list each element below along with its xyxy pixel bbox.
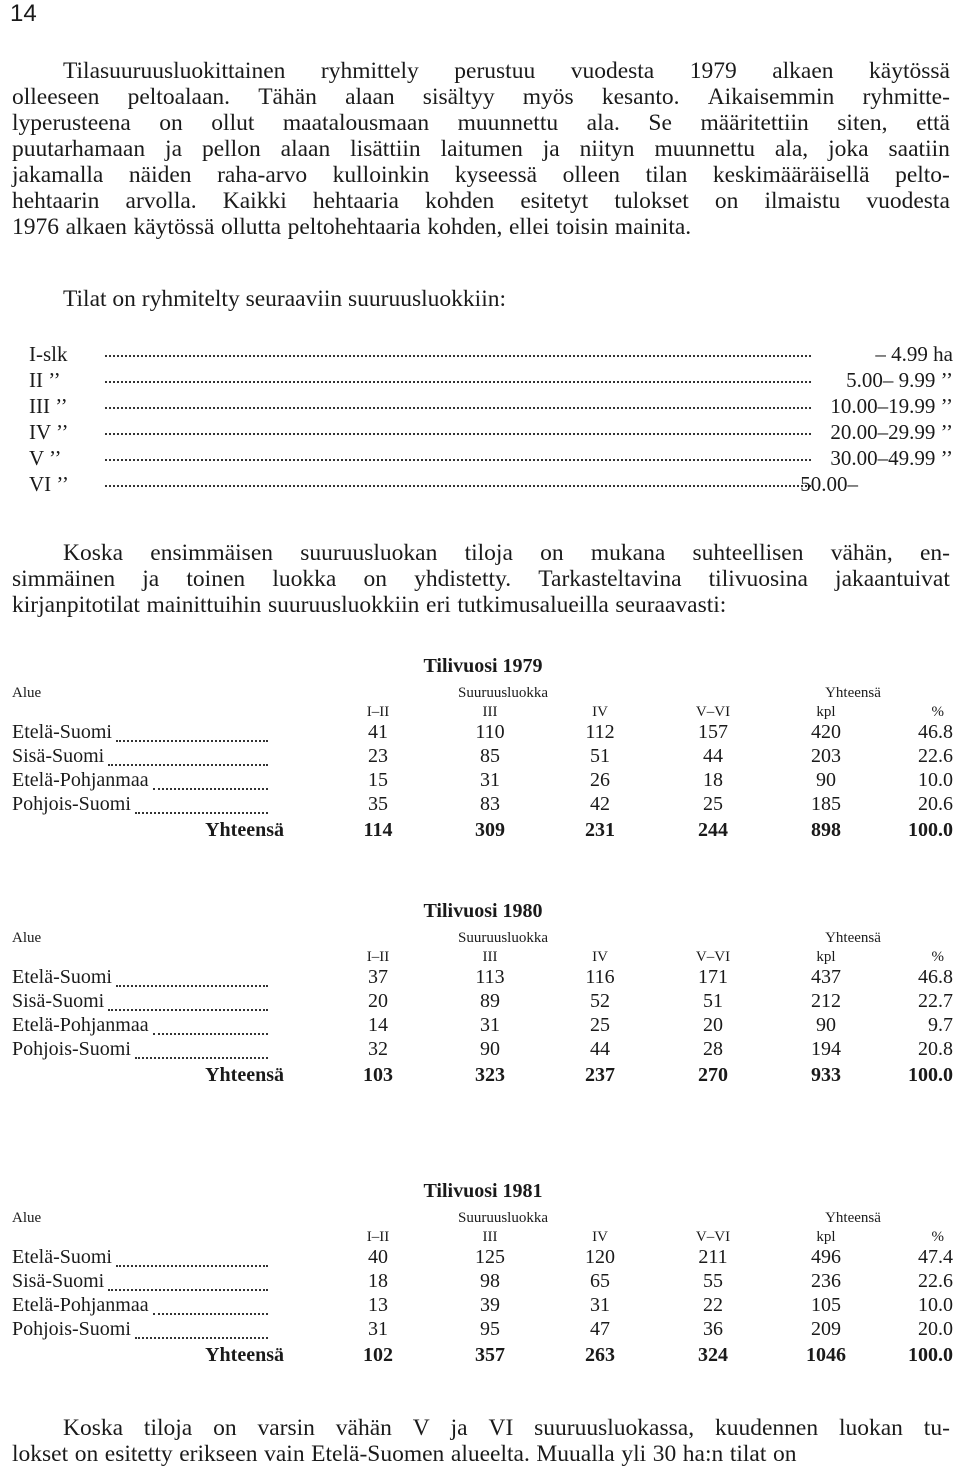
column-header: IV xyxy=(592,1229,608,1245)
table-title: Tilivuosi 1979 xyxy=(423,655,543,677)
table-cell: 236 xyxy=(811,1270,841,1292)
table-cell: 36 xyxy=(703,1318,723,1340)
table-row-area: Etelä-Pohjanmaa xyxy=(12,1014,149,1036)
table-cell: 90 xyxy=(816,1014,836,1036)
middle-paragraph xyxy=(0,540,960,620)
column-header: kpl xyxy=(816,949,836,965)
size-class-range: 10.00–19.99 ’’ xyxy=(830,394,953,418)
paragraph-line: lokset on esitetty erikseen vain Etelä-Suomen alueelta. Muualla yli 30 ha:n tilat on xyxy=(12,1441,797,1467)
header-suuruusluokka: Suuruusluokka xyxy=(458,1210,548,1226)
dot-leader xyxy=(153,1313,268,1315)
table-cell: 40 xyxy=(368,1246,388,1268)
header-yhteensa: Yhteensä xyxy=(825,930,881,946)
table-cell: 31 xyxy=(590,1294,610,1316)
bottom-paragraph xyxy=(0,1415,960,1475)
paragraph-line: 1976 alkaen käytössä ollutta peltohehtaaria kohden, ellei toisin mainita. xyxy=(12,214,692,240)
column-header: kpl xyxy=(816,704,836,720)
table-cell: 20.6 xyxy=(918,793,953,815)
table-cell: 157 xyxy=(698,721,728,743)
intro-paragraph xyxy=(0,58,960,258)
table-total-cell: 933 xyxy=(811,1064,841,1086)
dot-leader xyxy=(105,485,811,487)
table-total-cell: 270 xyxy=(698,1064,728,1086)
table-total-label: Yhteensä xyxy=(205,1344,284,1366)
paragraph-line: Koska ensimmäisen suuruusluokan tiloja on mukana suhteellisen vähän, en- xyxy=(63,540,950,566)
table-cell: 18 xyxy=(703,769,723,791)
table-cell: 83 xyxy=(480,793,500,815)
size-class-row xyxy=(29,394,953,420)
size-class-row xyxy=(29,420,953,446)
column-header: % xyxy=(931,949,944,965)
table-cell: 46.8 xyxy=(918,966,953,988)
table-row-area: Etelä-Pohjanmaa xyxy=(12,1294,149,1316)
column-header: I–II xyxy=(366,704,390,720)
table-cell: 65 xyxy=(590,1270,610,1292)
table-row-area: Sisä-Suomi xyxy=(12,745,105,767)
size-class-label: III ’’ xyxy=(29,394,68,418)
table-total-label: Yhteensä xyxy=(205,819,284,841)
dot-leader xyxy=(135,1057,268,1059)
table-title: Tilivuosi 1981 xyxy=(423,1180,543,1202)
table-cell: 20 xyxy=(703,1014,723,1036)
table-total-cell: 323 xyxy=(475,1064,505,1086)
table-total-cell: 103 xyxy=(363,1064,393,1086)
table-cell: 110 xyxy=(475,721,505,743)
table-total-cell: 114 xyxy=(363,819,393,841)
dot-leader xyxy=(153,1033,268,1035)
table-cell: 31 xyxy=(368,1318,388,1340)
table-cell: 35 xyxy=(368,793,388,815)
table-cell: 98 xyxy=(480,1270,500,1292)
column-header: I–II xyxy=(366,1229,390,1245)
column-header: III xyxy=(482,949,498,965)
column-header: kpl xyxy=(816,1229,836,1245)
table-title: Tilivuosi 1980 xyxy=(423,900,543,922)
header-alue: Alue xyxy=(12,1210,42,1226)
size-class-range: 50.00– xyxy=(800,472,858,496)
table-cell: 105 xyxy=(811,1294,841,1316)
page-number: 14 xyxy=(10,0,37,27)
table-total-cell: 100.0 xyxy=(908,1344,953,1366)
size-class-row xyxy=(29,342,953,368)
table-cell: 185 xyxy=(811,793,841,815)
paragraph-line: puutarhamaan ja pellon alaan lisättiin laitumen ja niityn muunnettu ala, joka saatiin xyxy=(12,136,950,162)
table-cell: 47 xyxy=(590,1318,610,1340)
table-cell: 496 xyxy=(811,1246,841,1268)
table-cell: 89 xyxy=(480,990,500,1012)
table-cell: 437 xyxy=(811,966,841,988)
table-total-cell: 244 xyxy=(698,819,728,841)
table-cell: 25 xyxy=(703,793,723,815)
dot-leader xyxy=(105,459,811,461)
column-header: III xyxy=(482,704,498,720)
table-cell: 31 xyxy=(480,769,500,791)
paragraph-line: simmäinen ja toinen luokka on yhdistetty. Tarkasteltavina tilivuosina jakaantuivat xyxy=(12,566,950,592)
size-class-label: VI ’’ xyxy=(29,472,69,496)
header-alue: Alue xyxy=(12,685,42,701)
table-cell: 112 xyxy=(585,721,615,743)
table-total-cell: 1046 xyxy=(806,1344,846,1366)
table-total-cell: 237 xyxy=(585,1064,615,1086)
table-row-area: Sisä-Suomi xyxy=(12,990,105,1012)
dot-leader xyxy=(108,764,268,766)
table-cell: 18 xyxy=(368,1270,388,1292)
column-header: V–VI xyxy=(695,949,731,965)
dot-leader xyxy=(108,1289,268,1291)
size-class-label: I-slk xyxy=(29,342,68,366)
table-cell: 23 xyxy=(368,745,388,767)
table-cell: 39 xyxy=(480,1294,500,1316)
table-cell: 171 xyxy=(698,966,728,988)
table-cell: 52 xyxy=(590,990,610,1012)
paragraph-line: jakamalla näiden raha-arvo kulloinkin kyseessä olleen tilan keskimääräisellä pelto- xyxy=(12,162,950,188)
table-cell: 37 xyxy=(368,966,388,988)
dot-leader xyxy=(135,812,268,814)
table-cell: 26 xyxy=(590,769,610,791)
header-alue: Alue xyxy=(12,930,42,946)
table-total-cell: 102 xyxy=(363,1344,393,1366)
table-total-cell: 357 xyxy=(475,1344,505,1366)
table-row-area: Pohjois-Suomi xyxy=(12,1318,131,1340)
size-class-row xyxy=(29,446,953,472)
table-cell: 211 xyxy=(698,1246,728,1268)
size-class-row xyxy=(29,472,953,498)
size-class-range: 30.00–49.99 ’’ xyxy=(830,446,953,470)
size-class-label: II ’’ xyxy=(29,368,61,392)
dot-leader xyxy=(116,1265,268,1267)
size-class-range: 20.00–29.99 ’’ xyxy=(830,420,953,444)
dot-leader xyxy=(116,740,268,742)
table-cell: 90 xyxy=(480,1038,500,1060)
table-cell: 125 xyxy=(475,1246,505,1268)
size-classes-heading: Tilat on ryhmitelty seuraaviin suuruusluokkiin: xyxy=(63,286,507,312)
table-total-cell: 263 xyxy=(585,1344,615,1366)
table-cell: 20.0 xyxy=(918,1318,953,1340)
table-cell: 51 xyxy=(703,990,723,1012)
dot-leader xyxy=(105,433,811,435)
table-total-cell: 231 xyxy=(585,819,615,841)
table-row-area: Pohjois-Suomi xyxy=(12,1038,131,1060)
header-suuruusluokka: Suuruusluokka xyxy=(458,930,548,946)
table-cell: 22 xyxy=(703,1294,723,1316)
table-cell: 9.7 xyxy=(928,1014,953,1036)
table-cell: 194 xyxy=(811,1038,841,1060)
table-cell: 51 xyxy=(590,745,610,767)
header-yhteensa: Yhteensä xyxy=(825,685,881,701)
table-total-cell: 898 xyxy=(811,819,841,841)
table-cell: 212 xyxy=(811,990,841,1012)
column-header: I–II xyxy=(366,949,390,965)
table-cell: 32 xyxy=(368,1038,388,1060)
table-cell: 116 xyxy=(585,966,615,988)
column-header: IV xyxy=(592,949,608,965)
table-cell: 42 xyxy=(590,793,610,815)
table-cell: 203 xyxy=(811,745,841,767)
paragraph-line: Koska tiloja on varsin vähän V ja VI suuruusluokassa, kuudennen luokan tu- xyxy=(63,1415,950,1441)
table-cell: 46.8 xyxy=(918,721,953,743)
column-header: V–VI xyxy=(695,704,731,720)
table-cell: 22.6 xyxy=(918,745,953,767)
table-cell: 22.6 xyxy=(918,1270,953,1292)
table-row-area: Etelä-Suomi xyxy=(12,1246,112,1268)
table-cell: 14 xyxy=(368,1014,388,1036)
table-cell: 420 xyxy=(811,721,841,743)
table-total-label: Yhteensä xyxy=(205,1064,284,1086)
table-cell: 20.8 xyxy=(918,1038,953,1060)
header-suuruusluokka: Suuruusluokka xyxy=(458,685,548,701)
table-cell: 90 xyxy=(816,769,836,791)
dot-leader xyxy=(116,985,268,987)
table-cell: 28 xyxy=(703,1038,723,1060)
table-cell: 25 xyxy=(590,1014,610,1036)
table-cell: 31 xyxy=(480,1014,500,1036)
paragraph-line: Tilasuuruusluokittainen ryhmittely perustuu vuodesta 1979 alkaen käytössä xyxy=(63,58,950,84)
table-cell: 13 xyxy=(368,1294,388,1316)
paragraph-line: hehtaarin arvolla. Kaikki hehtaaria kohden esitetyt tulokset on ilmaistu vuodesta xyxy=(12,188,950,214)
column-header: V–VI xyxy=(695,1229,731,1245)
table-row-area: Pohjois-Suomi xyxy=(12,793,131,815)
table-cell: 47.4 xyxy=(918,1246,953,1268)
table-cell: 44 xyxy=(703,745,723,767)
table-cell: 120 xyxy=(585,1246,615,1268)
size-class-label: IV ’’ xyxy=(29,420,69,444)
size-class-range: 5.00– 9.99 ’’ xyxy=(846,368,953,392)
table-cell: 44 xyxy=(590,1038,610,1060)
size-class-row xyxy=(29,368,953,394)
table-cell: 41 xyxy=(368,721,388,743)
table-total-cell: 100.0 xyxy=(908,819,953,841)
table-row-area: Sisä-Suomi xyxy=(12,1270,105,1292)
table-cell: 113 xyxy=(475,966,505,988)
table-cell: 209 xyxy=(811,1318,841,1340)
dot-leader xyxy=(135,1337,268,1339)
table-row-area: Etelä-Pohjanmaa xyxy=(12,769,149,791)
column-header: % xyxy=(931,704,944,720)
size-class-label: V ’’ xyxy=(29,446,62,470)
table-cell: 85 xyxy=(480,745,500,767)
dot-leader xyxy=(108,1009,268,1011)
table-cell: 95 xyxy=(480,1318,500,1340)
paragraph-line: olleeseen peltoalaan. Tähän alaan sisältyy myös kesanto. Aikaisemmin ryhmitte- xyxy=(12,84,950,110)
column-header: III xyxy=(482,1229,498,1245)
dot-leader xyxy=(153,788,268,790)
dot-leader xyxy=(105,407,811,409)
table-cell: 20 xyxy=(368,990,388,1012)
column-header: IV xyxy=(592,704,608,720)
table-total-cell: 309 xyxy=(475,819,505,841)
header-yhteensa: Yhteensä xyxy=(825,1210,881,1226)
table-total-cell: 324 xyxy=(698,1344,728,1366)
table-cell: 22.7 xyxy=(918,990,953,1012)
table-cell: 10.0 xyxy=(918,1294,953,1316)
table-cell: 10.0 xyxy=(918,769,953,791)
paragraph-line: kirjanpitotilat mainittuihin suuruusluokkiin eri tutkimusalueilla seuraavasti: xyxy=(12,592,727,618)
table-cell: 55 xyxy=(703,1270,723,1292)
dot-leader xyxy=(105,355,811,357)
dot-leader xyxy=(105,381,811,383)
paragraph-line: lyperusteena on ollut maatalousmaan muunnettu ala. Se määritettiin siten, että xyxy=(12,110,950,136)
table-row-area: Etelä-Suomi xyxy=(12,721,112,743)
table-row-area: Etelä-Suomi xyxy=(12,966,112,988)
size-class-range: – 4.99 ha xyxy=(875,342,953,366)
table-total-cell: 100.0 xyxy=(908,1064,953,1086)
table-cell: 15 xyxy=(368,769,388,791)
column-header: % xyxy=(931,1229,944,1245)
